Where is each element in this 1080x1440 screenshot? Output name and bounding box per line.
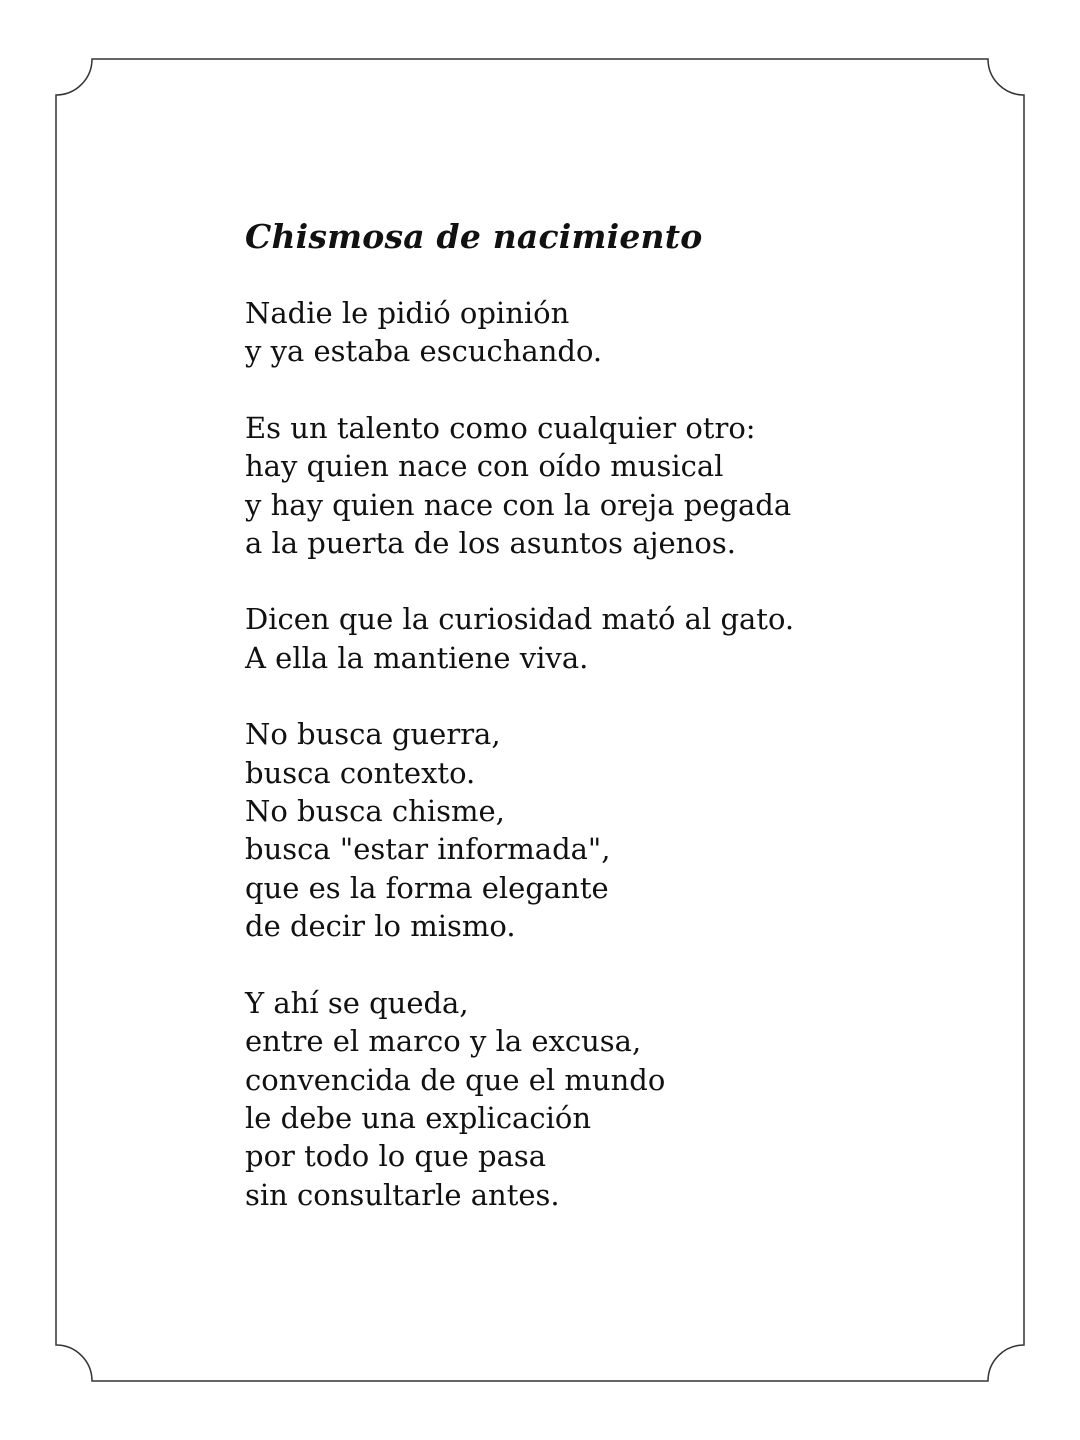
poem-line: entre el marco y la excusa, xyxy=(245,1024,642,1059)
poem-line: Es un talento como cualquier otro: xyxy=(245,410,756,445)
poem-line: le debe una explicación xyxy=(245,1100,592,1135)
poem-line: No busca chisme, xyxy=(245,794,505,829)
stanza-3 xyxy=(245,600,1005,677)
poem-line: por todo lo que pasa xyxy=(245,1139,547,1174)
poem-line: busca "estar informada", xyxy=(245,832,611,867)
poem xyxy=(245,212,1005,1214)
poem-line: A ella la mantiene viva. xyxy=(245,640,589,675)
poem-title: Chismosa de nacimiento xyxy=(245,217,703,256)
poem-line: que es la forma elegante xyxy=(245,870,609,905)
stanza-1 xyxy=(245,294,1005,371)
poem-line: Dicen que la curiosidad mató al gato. xyxy=(245,602,795,637)
poem-line: Nadie le pidió opinión xyxy=(245,296,570,330)
poem-line: busca contexto. xyxy=(245,755,476,790)
poem-line: sin consultarle antes. xyxy=(245,1177,560,1212)
poem-line: Y ahí se queda, xyxy=(245,985,469,1020)
poem-line: y ya estaba escuchando. xyxy=(245,334,603,369)
stanza-4 xyxy=(245,715,1005,945)
stanza-5 xyxy=(245,984,1005,1214)
poem-line: convencida de que el mundo xyxy=(245,1062,666,1097)
poem-line: y hay quien nace con la oreja pegada xyxy=(245,487,792,522)
poem-line: a la puerta de los asuntos ajenos. xyxy=(245,526,736,561)
poem-line: de decir lo mismo. xyxy=(245,909,516,944)
poem-line: hay quien nace con oído musical xyxy=(245,449,724,484)
poem-line: No busca guerra, xyxy=(245,717,501,752)
stanza-2 xyxy=(245,409,1005,563)
